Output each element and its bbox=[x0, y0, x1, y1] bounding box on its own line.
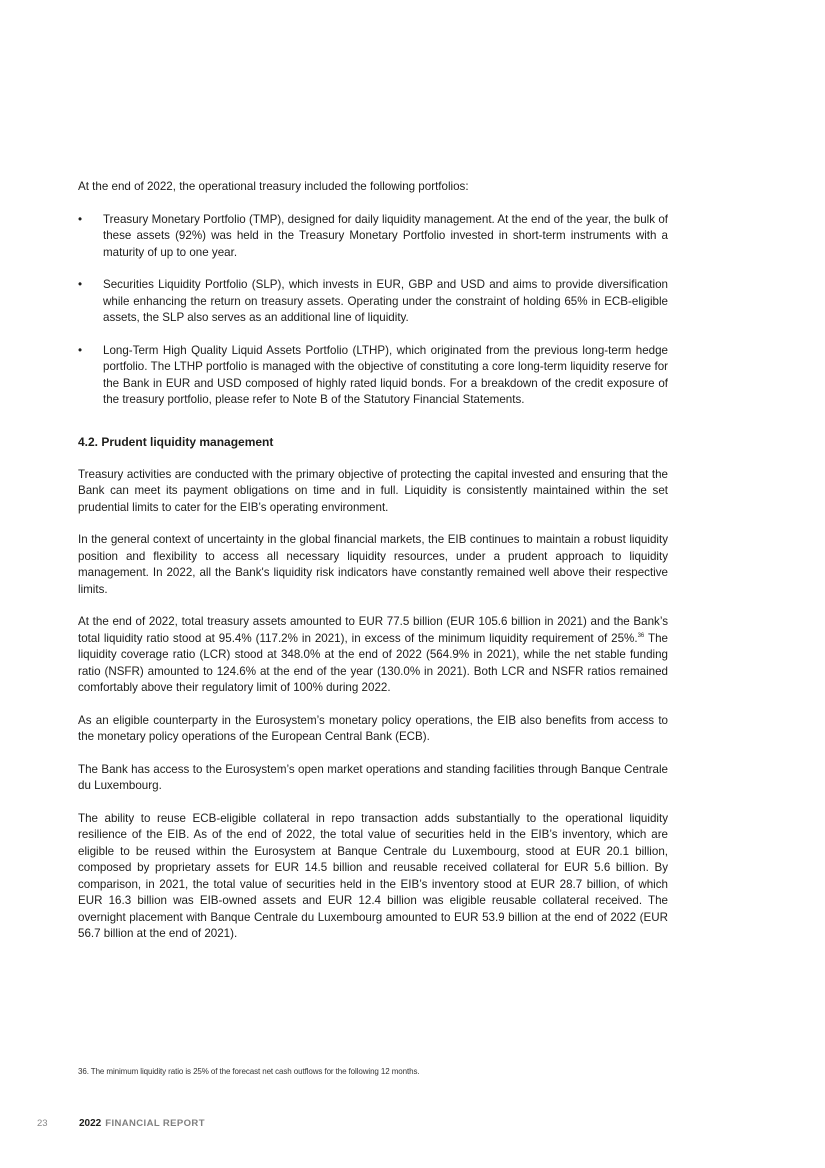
footnote-reference: 36 bbox=[637, 632, 645, 639]
paragraph-text: The liquidity coverage ratio (LCR) stood at 348.0% at the end of 2022 (564.9% in 2021), while the net stable funding ratio (NSFR) amounted to 124.6% at the end of the year (130.0% in 2021). Both LCR and NSFR ratios remained comfortably above their regulatory limit of 100% during 2022. bbox=[78, 631, 668, 694]
footnote: 36. The minimum liquidity ratio is 25% of the forecast net cash outflows for the following 12 months. bbox=[78, 1067, 420, 1076]
main-content bbox=[78, 179, 668, 959]
paragraph: In the general context of uncertainty in the global financial markets, the EIB continues to maintain a robust liquidity position and flexibility to access all necessary liquidity resources, under a prudent approach to liquidity management. In 2022, all the Bank's liquidity risk indicators have constantly remained well above their respective limits. bbox=[78, 533, 668, 596]
page-footer bbox=[37, 1118, 205, 1129]
list-item bbox=[78, 212, 668, 262]
list-item-text: Securities Liquidity Portfolio (SLP), which invests in EUR, GBP and USD and aims to provide diversification while enhancing the return on treasury assets. Operating under the constraint of holding 65% in ECB-eligible assets, the SLP also serves as an additional line of liquidity. bbox=[103, 278, 668, 324]
bullet-marker: • bbox=[78, 343, 83, 357]
list-item-text: Long-Term High Quality Liquid Assets Portfolio (LTHP), which originated from the previous long-term hedge portfolio. The LTHP portfolio is managed with the objective of constituting a core long-term liquidity reserve for the Bank in EUR and USD composed of highly rated liquid bonds. For a breakdown of the credit exposure of the treasury portfolio, please refer to Note B of the Statutory Financial Statements. bbox=[103, 343, 668, 406]
intro-paragraph: At the end of 2022, the operational treasury included the following portfolios: bbox=[78, 180, 469, 193]
list-item bbox=[78, 277, 668, 327]
paragraph: As an eligible counterparty in the Eurosystem’s monetary policy operations, the EIB also benefits from access to the monetary policy operations of the European Central Bank (ECB). bbox=[78, 713, 668, 743]
section-heading: 4.2. Prudent liquidity management bbox=[78, 434, 274, 449]
paragraph-text: At the end of 2022, total treasury assets amounted to EUR 77.5 billion (EUR 105.6 billion in 2021) and the Bank’s total liquidity ratio stood at 95.4% (117.2% in 2021), in excess of the minimum liquidity requirement of 25%. bbox=[78, 615, 668, 645]
report-year: 2022 bbox=[79, 1118, 102, 1129]
portfolio-list bbox=[78, 212, 668, 409]
bullet-marker: • bbox=[78, 278, 83, 291]
report-title: FINANCIAL REPORT bbox=[105, 1118, 205, 1129]
paragraph: The Bank has access to the Eurosystem’s open market operations and standing facilities through Banque Centrale du Luxembourg. bbox=[78, 762, 668, 792]
paragraph: Treasury activities are conducted with the primary objective of protecting the capital invested and ensuring that the Bank can meet its payment obligations on time and in full. Liquidity is consistently maintained within the set prudential limits to cater for the EIB’s operating environment. bbox=[78, 467, 668, 514]
page-number: 23 bbox=[37, 1118, 48, 1129]
list-item bbox=[78, 343, 668, 409]
list-item-text: Treasury Monetary Portfolio (TMP), designed for daily liquidity management. At the end of the year, the bulk of these assets (92%) was held in the Treasury Monetary Portfolio invested in short-term instruments with a maturity of up to one year. bbox=[103, 212, 668, 259]
paragraph: The ability to reuse ECB-eligible collateral in repo transaction adds substantially to the operational liquidity resilience of the EIB. As of the end of 2022, the total value of securities held in the EIB’s inventory, which are eligible to be reused within the Eurosystem at Banque Centrale du Luxembourg, stood at EUR 20.1 billion, composed by proprietary assets for EUR 14.5 billion and reusable received collateral for EUR 5.6 billion. By comparison, in 2021, the total value of securities held in the EIB’s inventory stood at EUR 28.7 billion, of which EUR 16.3 billion was EIB-owned assets and EUR 12.4 billion was eligible reusable collateral received. The overnight placement with Banque Centrale du Luxembourg amounted to EUR 53.9 billion at the end of 2022 (EUR 56.7 billion at the end of 2021). bbox=[78, 811, 668, 940]
paragraph bbox=[78, 614, 668, 697]
bullet-marker: • bbox=[78, 212, 83, 226]
